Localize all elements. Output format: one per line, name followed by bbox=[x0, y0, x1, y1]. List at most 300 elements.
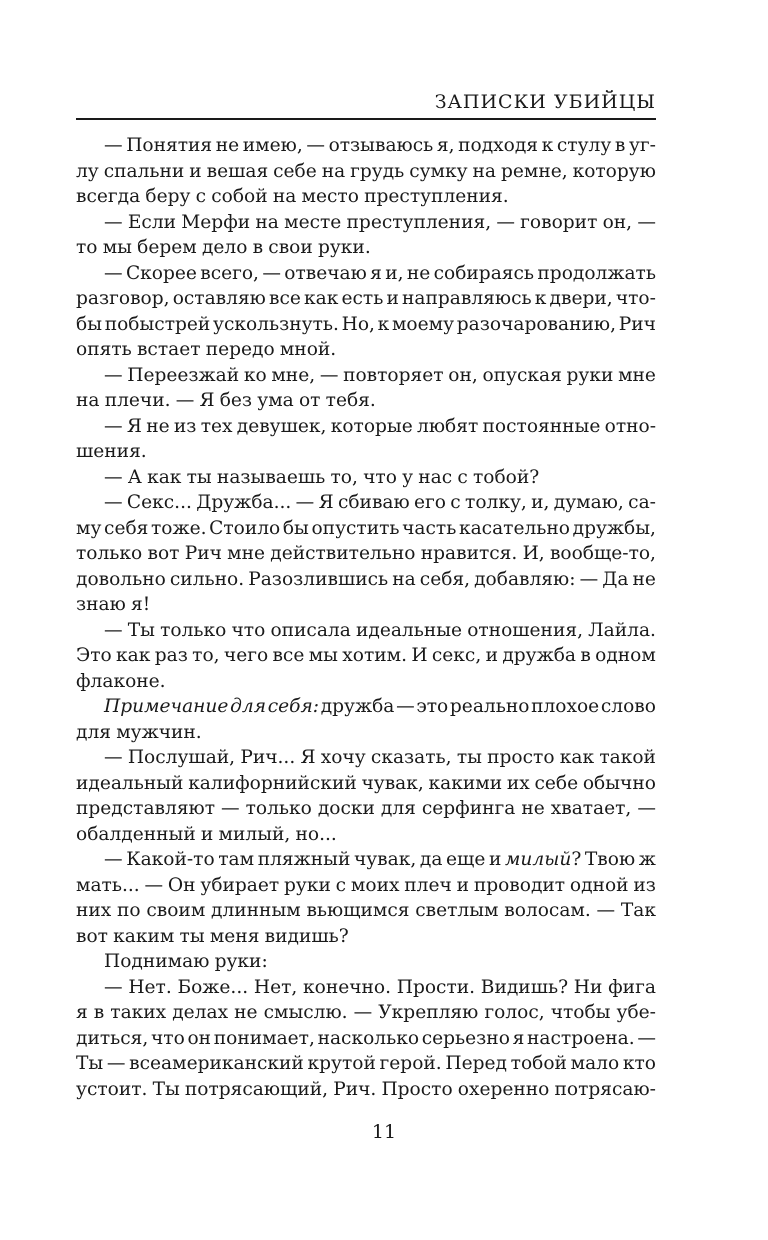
word: продолжать bbox=[537, 262, 656, 284]
word: от bbox=[298, 390, 321, 411]
text-line bbox=[76, 465, 656, 491]
word: не bbox=[406, 262, 431, 284]
word: — bbox=[175, 390, 195, 411]
word: собираясь bbox=[433, 262, 535, 284]
word: мало bbox=[570, 1053, 620, 1074]
text-line bbox=[76, 898, 656, 924]
word: — bbox=[104, 466, 123, 488]
word: обычно bbox=[582, 772, 656, 794]
word: видишь? bbox=[264, 925, 349, 947]
word: к bbox=[534, 288, 547, 309]
word: сказать, bbox=[370, 747, 452, 768]
word: не bbox=[215, 135, 240, 156]
word: руки. bbox=[317, 237, 371, 258]
text-line bbox=[76, 796, 656, 822]
word: вот bbox=[76, 925, 108, 947]
word: Укрепляю bbox=[378, 1002, 479, 1023]
word: все bbox=[272, 645, 305, 666]
word: что bbox=[363, 466, 397, 488]
word: это bbox=[416, 696, 449, 717]
word: Стоило bbox=[209, 517, 281, 539]
text-line bbox=[76, 949, 656, 975]
word: секс, bbox=[431, 645, 482, 666]
word: спальни bbox=[103, 160, 185, 182]
word: фига bbox=[608, 976, 656, 998]
word: вешая bbox=[206, 160, 269, 182]
word: моему bbox=[391, 313, 455, 335]
word: повторяет bbox=[343, 364, 444, 386]
word: его bbox=[414, 492, 446, 513]
word: на bbox=[76, 390, 100, 411]
word: отвечаю bbox=[284, 262, 367, 284]
word: для bbox=[380, 798, 416, 819]
word: — bbox=[637, 1027, 656, 1049]
word: и bbox=[488, 849, 502, 870]
text-line bbox=[76, 414, 656, 440]
word: встает bbox=[136, 339, 201, 360]
text-line bbox=[76, 669, 656, 695]
word: герой. bbox=[379, 1053, 442, 1074]
word: только bbox=[245, 798, 312, 819]
word: постоянные bbox=[482, 415, 601, 437]
word: стулу bbox=[556, 135, 612, 156]
word: Это bbox=[76, 645, 112, 666]
word: плеч bbox=[404, 874, 452, 896]
word: Да bbox=[602, 568, 629, 590]
word: Какой-то bbox=[126, 849, 215, 870]
word: имею, bbox=[242, 135, 303, 156]
word: — bbox=[637, 798, 656, 819]
word: — bbox=[637, 211, 656, 233]
word: — bbox=[295, 492, 315, 513]
word: я bbox=[370, 262, 382, 284]
text-line bbox=[76, 592, 656, 618]
word: кто bbox=[622, 1053, 656, 1074]
word: Мерфи bbox=[181, 211, 251, 233]
word: сильно. bbox=[169, 568, 245, 590]
word: му bbox=[76, 517, 102, 539]
word: на bbox=[255, 211, 279, 233]
word: себе bbox=[273, 160, 317, 182]
text-line bbox=[76, 159, 656, 185]
word: мне bbox=[618, 364, 656, 386]
word: преступления. bbox=[364, 186, 509, 207]
word: ко bbox=[243, 364, 267, 386]
word: довольно bbox=[76, 568, 166, 590]
word: чувак, bbox=[361, 772, 424, 794]
word: хочу bbox=[320, 747, 366, 768]
word: раз bbox=[154, 645, 188, 666]
word: отно- bbox=[604, 415, 656, 437]
word: Лайла. bbox=[588, 619, 656, 641]
word: ты bbox=[456, 747, 482, 768]
word: И bbox=[411, 645, 428, 666]
word: лу bbox=[76, 160, 99, 182]
word: нас bbox=[418, 466, 453, 488]
word: — bbox=[104, 364, 123, 386]
word: с bbox=[457, 466, 468, 488]
word: моих bbox=[350, 874, 400, 896]
running-title: ЗАПИСКИ УБИЙЦЫ bbox=[434, 91, 656, 113]
word: потрясающий, bbox=[184, 1078, 329, 1100]
word: как bbox=[147, 466, 182, 488]
word: он bbox=[187, 1027, 212, 1049]
word: — bbox=[262, 262, 281, 284]
word: Ты bbox=[127, 619, 155, 641]
word: Поднимаю bbox=[104, 951, 210, 972]
word: без bbox=[219, 390, 253, 411]
word: калифорнийский bbox=[188, 772, 357, 794]
word: — bbox=[579, 568, 599, 590]
word: представляют bbox=[76, 798, 216, 819]
word: то, bbox=[192, 645, 220, 666]
word: всеамериканский bbox=[129, 1053, 304, 1074]
word: на bbox=[472, 160, 497, 182]
word: что bbox=[151, 1027, 185, 1049]
word: то, bbox=[330, 466, 358, 488]
word: как bbox=[559, 747, 595, 768]
word: — bbox=[104, 211, 123, 233]
word: серфинга bbox=[421, 798, 516, 819]
word: Ты bbox=[76, 1053, 104, 1074]
text-line bbox=[76, 567, 656, 593]
word: крутой bbox=[307, 1053, 376, 1074]
word: опять bbox=[76, 339, 132, 360]
word: свои bbox=[268, 237, 313, 258]
word: для bbox=[76, 721, 111, 743]
word: в bbox=[614, 135, 626, 156]
word: у bbox=[402, 466, 414, 488]
word: ты bbox=[186, 466, 212, 488]
word: диться, bbox=[76, 1027, 149, 1049]
word: убе- bbox=[616, 1002, 656, 1023]
word: в bbox=[252, 237, 264, 258]
word: длинным bbox=[211, 900, 301, 921]
text-line bbox=[76, 618, 656, 644]
word: которую bbox=[572, 160, 656, 182]
word: делах bbox=[172, 1002, 229, 1023]
word: бы bbox=[76, 313, 102, 335]
word: там bbox=[218, 849, 255, 870]
word: са- bbox=[628, 492, 656, 513]
word: Рич... bbox=[240, 747, 296, 768]
word: Видишь? bbox=[480, 976, 569, 998]
word: называешь bbox=[216, 466, 326, 488]
word: дело bbox=[201, 237, 248, 258]
word: руки bbox=[566, 364, 614, 386]
text-line bbox=[76, 745, 656, 771]
word: не bbox=[146, 415, 170, 437]
text-line bbox=[76, 363, 656, 389]
word: — bbox=[104, 262, 123, 284]
text-line bbox=[76, 847, 656, 873]
word: еще bbox=[446, 849, 486, 870]
word: действительно bbox=[270, 543, 416, 564]
word: он, bbox=[448, 364, 478, 386]
word: и bbox=[200, 823, 214, 845]
word: месте bbox=[284, 211, 342, 233]
word: себя, bbox=[419, 568, 471, 590]
word: к bbox=[541, 135, 554, 156]
word: я bbox=[76, 1002, 88, 1023]
word: касательно bbox=[458, 517, 570, 539]
word: Понятия bbox=[126, 135, 213, 156]
word: конечно. bbox=[303, 976, 392, 998]
word: не bbox=[632, 568, 656, 590]
word: ускользнуть. bbox=[213, 313, 339, 335]
word: шения. bbox=[76, 441, 147, 462]
word: просто bbox=[487, 747, 555, 768]
word: оставляю bbox=[172, 288, 266, 309]
word: Скорее bbox=[125, 262, 197, 284]
word: Но, bbox=[341, 313, 375, 335]
word: милый? bbox=[504, 849, 582, 870]
word: с bbox=[450, 492, 461, 513]
word: охеренно bbox=[457, 1078, 550, 1100]
word: — bbox=[144, 874, 164, 896]
word: он, bbox=[602, 211, 633, 233]
word: А bbox=[127, 466, 142, 488]
word: Прости. bbox=[396, 976, 476, 998]
running-header bbox=[76, 88, 656, 120]
word: себе bbox=[534, 772, 579, 794]
text-line bbox=[76, 1051, 656, 1077]
word: мы bbox=[308, 645, 338, 666]
word: бы bbox=[282, 517, 309, 539]
word: — bbox=[104, 849, 123, 870]
word: преступления, bbox=[346, 211, 492, 233]
word: Боже... bbox=[177, 976, 249, 998]
word: Он bbox=[167, 874, 196, 896]
word: флаконе. bbox=[76, 670, 166, 692]
text-line bbox=[76, 439, 656, 465]
word: обалденный bbox=[76, 823, 196, 845]
word: и bbox=[485, 645, 498, 666]
word: Так bbox=[620, 900, 656, 921]
word: все bbox=[269, 288, 301, 309]
text-line bbox=[76, 286, 656, 312]
word: только bbox=[160, 619, 227, 641]
word: мной. bbox=[279, 339, 337, 360]
text-line bbox=[76, 1077, 656, 1103]
word: девушек, bbox=[236, 415, 327, 437]
word: хватает, bbox=[550, 798, 632, 819]
word: себя: bbox=[267, 696, 320, 717]
text-line bbox=[76, 643, 656, 669]
text-line bbox=[76, 133, 656, 159]
word: любят bbox=[417, 415, 479, 437]
word: сумку bbox=[409, 160, 468, 182]
word: ж bbox=[638, 849, 656, 870]
word: — bbox=[221, 798, 240, 819]
text-line bbox=[76, 235, 656, 261]
word: Если bbox=[127, 211, 177, 233]
word: Нет. bbox=[128, 976, 172, 998]
word: к bbox=[377, 313, 390, 335]
word: только bbox=[76, 543, 143, 564]
text-line bbox=[76, 720, 656, 746]
word: — bbox=[353, 1002, 373, 1023]
word: передо bbox=[205, 339, 275, 360]
word: разговор, bbox=[76, 288, 170, 309]
word: направляюсь bbox=[402, 288, 532, 309]
word: меня bbox=[209, 925, 260, 947]
word: и, bbox=[385, 262, 404, 284]
word: ремне, bbox=[500, 160, 568, 182]
word: И, bbox=[522, 543, 545, 564]
word: то bbox=[76, 237, 98, 258]
word: уг- bbox=[628, 135, 656, 156]
word: описала bbox=[270, 619, 351, 641]
word: тебя. bbox=[325, 390, 376, 411]
word: — bbox=[596, 900, 616, 921]
word: — bbox=[104, 747, 123, 768]
word: толку, bbox=[465, 492, 527, 513]
word: грудь bbox=[350, 160, 405, 182]
word: какими bbox=[428, 772, 503, 794]
word: знаю bbox=[76, 594, 126, 615]
word: плечи. bbox=[104, 390, 171, 411]
word: сбиваю bbox=[337, 492, 410, 513]
word: — bbox=[104, 976, 123, 998]
word: их bbox=[506, 772, 530, 794]
word: тех bbox=[200, 415, 233, 437]
word: дружбы, bbox=[572, 517, 656, 539]
text-line bbox=[76, 924, 656, 950]
text-line bbox=[76, 337, 656, 363]
word: — bbox=[396, 696, 415, 717]
word: потрясаю- bbox=[554, 1078, 656, 1100]
word: проводит bbox=[473, 874, 566, 896]
word: хотим. bbox=[342, 645, 408, 666]
word: как bbox=[304, 288, 339, 309]
word: Дружба... bbox=[196, 492, 292, 513]
text-line bbox=[76, 771, 656, 797]
word: милый, bbox=[218, 823, 291, 845]
word: — bbox=[496, 211, 515, 233]
word: тоже. bbox=[151, 517, 207, 539]
text-line bbox=[76, 184, 656, 210]
word: Секс... bbox=[126, 492, 192, 513]
word: — bbox=[106, 1053, 126, 1074]
text-line bbox=[76, 490, 656, 516]
word: что bbox=[231, 619, 266, 641]
text-line bbox=[76, 261, 656, 287]
word: беру bbox=[145, 186, 191, 207]
word: не bbox=[521, 798, 545, 819]
word: Переезжай bbox=[127, 364, 240, 386]
word: Примечание bbox=[104, 696, 229, 717]
word: — bbox=[104, 415, 123, 437]
word: голос, bbox=[484, 1002, 545, 1023]
word: и, bbox=[531, 492, 550, 513]
word: ума bbox=[257, 390, 294, 411]
word: есть bbox=[341, 288, 384, 309]
word: думаю, bbox=[553, 492, 624, 513]
text-line bbox=[76, 388, 656, 414]
word: Я bbox=[126, 415, 142, 437]
word: Я bbox=[300, 747, 316, 768]
word: в bbox=[580, 645, 591, 666]
word: место bbox=[301, 186, 359, 207]
word: руки: bbox=[214, 951, 268, 972]
text-line bbox=[76, 873, 656, 899]
word: насколько bbox=[317, 1027, 420, 1049]
word: ты bbox=[179, 925, 205, 947]
word: но... bbox=[295, 823, 337, 845]
word: на bbox=[321, 160, 346, 182]
word: идеальные bbox=[355, 619, 463, 641]
word: с bbox=[335, 874, 347, 896]
word: себя bbox=[104, 517, 149, 539]
text-line bbox=[76, 1000, 656, 1026]
word: которые bbox=[330, 415, 413, 437]
word: Просто bbox=[381, 1078, 453, 1100]
word: всегда bbox=[76, 186, 141, 207]
text-line bbox=[76, 822, 656, 848]
word: двери, bbox=[549, 288, 613, 309]
word: из bbox=[633, 874, 656, 896]
word: волосам. bbox=[504, 900, 591, 921]
word: отношения, bbox=[467, 619, 583, 641]
word: в bbox=[93, 1002, 105, 1023]
word: дружба bbox=[320, 696, 395, 717]
word: часть bbox=[402, 517, 457, 539]
word: дружба bbox=[502, 645, 577, 666]
page-number: 11 bbox=[371, 1121, 397, 1143]
word: всего, bbox=[200, 262, 259, 284]
word: из bbox=[173, 415, 197, 437]
text-line bbox=[76, 1026, 656, 1052]
word: мы bbox=[102, 237, 132, 258]
word: руки bbox=[284, 874, 331, 896]
word: — bbox=[104, 135, 123, 156]
word: разочарованию, bbox=[456, 313, 616, 335]
word: для bbox=[230, 696, 267, 717]
word: и bbox=[189, 160, 202, 182]
word: доски bbox=[317, 798, 375, 819]
word: что- bbox=[615, 288, 656, 309]
word: понимает, bbox=[213, 1027, 315, 1049]
word: смыслю. bbox=[263, 1002, 348, 1023]
word: вьющимся bbox=[306, 900, 410, 921]
word: Рич bbox=[184, 543, 222, 564]
word: берем bbox=[137, 237, 197, 258]
word: — bbox=[319, 364, 339, 386]
text-line bbox=[76, 694, 656, 720]
word: Ты bbox=[152, 1078, 180, 1100]
word: Разозлившись bbox=[248, 568, 389, 590]
word: — bbox=[104, 619, 123, 641]
word: нравится. bbox=[420, 543, 518, 564]
word: побыстрей bbox=[104, 313, 211, 335]
word: реально bbox=[449, 696, 530, 717]
word: Перед bbox=[445, 1053, 507, 1074]
word: да bbox=[419, 849, 443, 870]
word: говорит bbox=[520, 211, 598, 233]
word: по bbox=[117, 900, 141, 921]
word: Ни bbox=[573, 976, 603, 998]
word: чувак, bbox=[353, 849, 417, 870]
word: не bbox=[234, 1002, 258, 1023]
word: Послушай, bbox=[127, 747, 236, 768]
word: них bbox=[76, 900, 112, 921]
word: чтобы bbox=[550, 1002, 611, 1023]
word: такой bbox=[599, 747, 656, 768]
word: я bbox=[512, 1027, 525, 1049]
word: Рич. bbox=[333, 1078, 377, 1100]
word: опуская bbox=[482, 364, 562, 386]
